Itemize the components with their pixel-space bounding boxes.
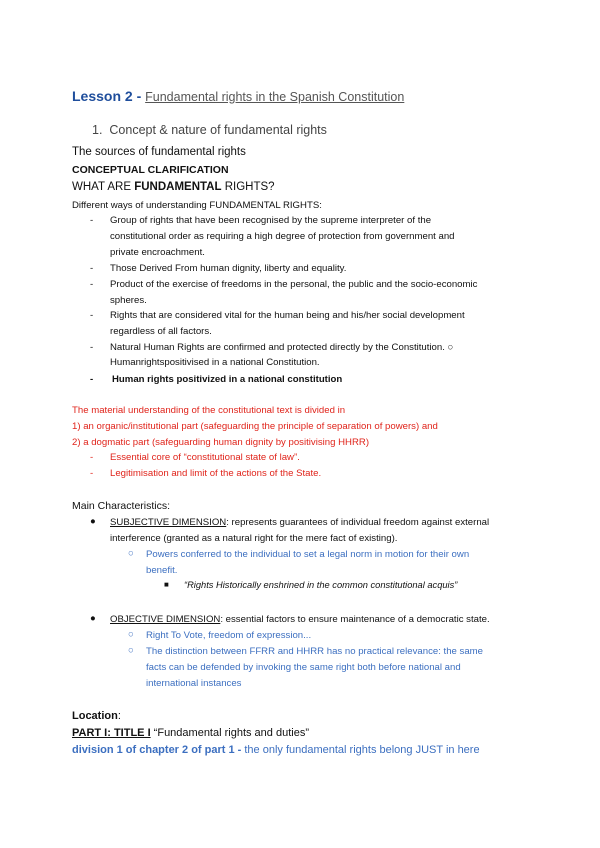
conceptual-heading: CONCEPTUAL CLARIFICATION: [72, 164, 229, 176]
objective-line: [110, 614, 490, 625]
dash-marker: -: [90, 374, 94, 385]
subjective-label: SUBJECTIVE DIMENSION: [110, 517, 227, 528]
ways-intro: Different ways of understanding FUNDAMENTAL RIGHTS:: [72, 200, 322, 211]
objective-sub-1: Right To Vote, freedom of expression...: [146, 630, 312, 641]
dash-marker: -: [90, 342, 94, 353]
objective-sub-2b: facts can be defended by invoking the same right both before national and: [146, 662, 461, 673]
subjective-quote: “Rights Historically enshrined in the common constitutional acquis”: [184, 580, 458, 590]
lesson-subtitle: Fundamental rights in the Spanish Constitution: [145, 90, 405, 104]
dash-marker: -: [90, 310, 94, 321]
subjective-text: : represents guarantees of individual freedom against external: [226, 517, 490, 528]
what-are-pre: WHAT ARE: [72, 181, 135, 193]
location-colon: :: [117, 710, 121, 722]
section-number: 1.: [92, 123, 103, 137]
circle-bullet-icon: ○: [128, 548, 134, 559]
circle-bullet-icon: ○: [128, 645, 134, 656]
list-item-cont: private encroachment.: [110, 247, 205, 258]
subjective-line-1: [110, 517, 489, 528]
list-item: Those Derived From human dignity, liberty and equality.: [110, 263, 347, 274]
what-are-bold: FUNDAMENTAL: [134, 181, 222, 193]
objective-label: OBJECTIVE DIMENSION: [110, 614, 221, 625]
list-item-cont: constitutional order as requiring a high degree of protection from government and: [110, 231, 455, 242]
material-line-1: The material understanding of the constitutional text is divided in: [72, 405, 346, 416]
what-are-heading: [72, 181, 275, 193]
division-text: the only fundamental rights belong JUST in here: [241, 744, 480, 756]
bullet-icon: ●: [90, 613, 96, 624]
main-characteristics-heading: Main Characteristics:: [72, 500, 171, 512]
material-item-2: Legitimisation and limit of the actions of the State.: [110, 468, 322, 479]
page-title: [72, 88, 404, 104]
list-item-bold: Human rights positivized in a national constitution: [112, 374, 343, 385]
objective-sub-2c: international instances: [146, 678, 242, 689]
dash-marker: -: [90, 468, 94, 479]
division-line: [72, 744, 480, 756]
dash-marker: -: [90, 279, 94, 290]
square-bullet-icon: ■: [164, 580, 169, 589]
material-line-2: 1) an organic/institutional part (safeguarding the principle of separation of powers) and: [72, 421, 438, 432]
section-heading: [92, 123, 327, 137]
list-item-cont: spheres.: [110, 295, 147, 306]
objective-sub-2a: The distinction between FFRR and HHRR has no practical relevance: the same: [146, 646, 484, 657]
part1-label: PART I: TITLE I: [72, 727, 151, 739]
list-item: Group of rights that have been recognised by the supreme interpreter of the: [110, 215, 432, 226]
location-heading: [72, 710, 121, 722]
list-item-cont: regardless of all factors.: [110, 326, 212, 337]
section-label: Concept & nature of fundamental rights: [109, 123, 327, 137]
material-item-1: Essential core of “constitutional state of law”.: [110, 452, 300, 463]
objective-text: : essential factors to ensure maintenance of a democratic state.: [220, 614, 490, 625]
subjective-line-2: interference (granted as a natural right for the mere fact of existing).: [110, 533, 398, 544]
lesson-label: Lesson 2 -: [72, 88, 146, 104]
sources-line: The sources of fundamental rights: [72, 146, 246, 158]
location-label: Location: [72, 710, 118, 722]
part1-line: [72, 727, 309, 739]
list-item: Natural Human Rights are confirmed and protected directly by the Constitution. ○: [110, 342, 454, 353]
dash-marker: -: [90, 215, 94, 226]
what-are-post: RIGHTS?: [221, 181, 275, 193]
part1-text: “Fundamental rights and duties”: [150, 727, 309, 739]
dash-marker: -: [90, 263, 94, 274]
list-item: Rights that are considered vital for the human being and his/her social development: [110, 310, 465, 321]
circle-bullet-icon: ○: [128, 629, 134, 640]
bullet-icon: ●: [90, 516, 96, 527]
material-line-3: 2) a dogmatic part (safeguarding human dignity by positivising HHRR): [72, 437, 370, 448]
list-item-cont: Humanrightspositivised in a national Constitution.: [110, 357, 320, 368]
subjective-sub-2: benefit.: [146, 565, 178, 576]
division-bold: division 1 of chapter 2 of part 1 -: [72, 744, 242, 756]
dash-marker: -: [90, 452, 94, 463]
list-item: Product of the exercise of freedoms in the personal, the public and the socio-economic: [110, 279, 478, 290]
subjective-sub-1: Powers conferred to the individual to set a legal norm in motion for their own: [146, 549, 470, 560]
